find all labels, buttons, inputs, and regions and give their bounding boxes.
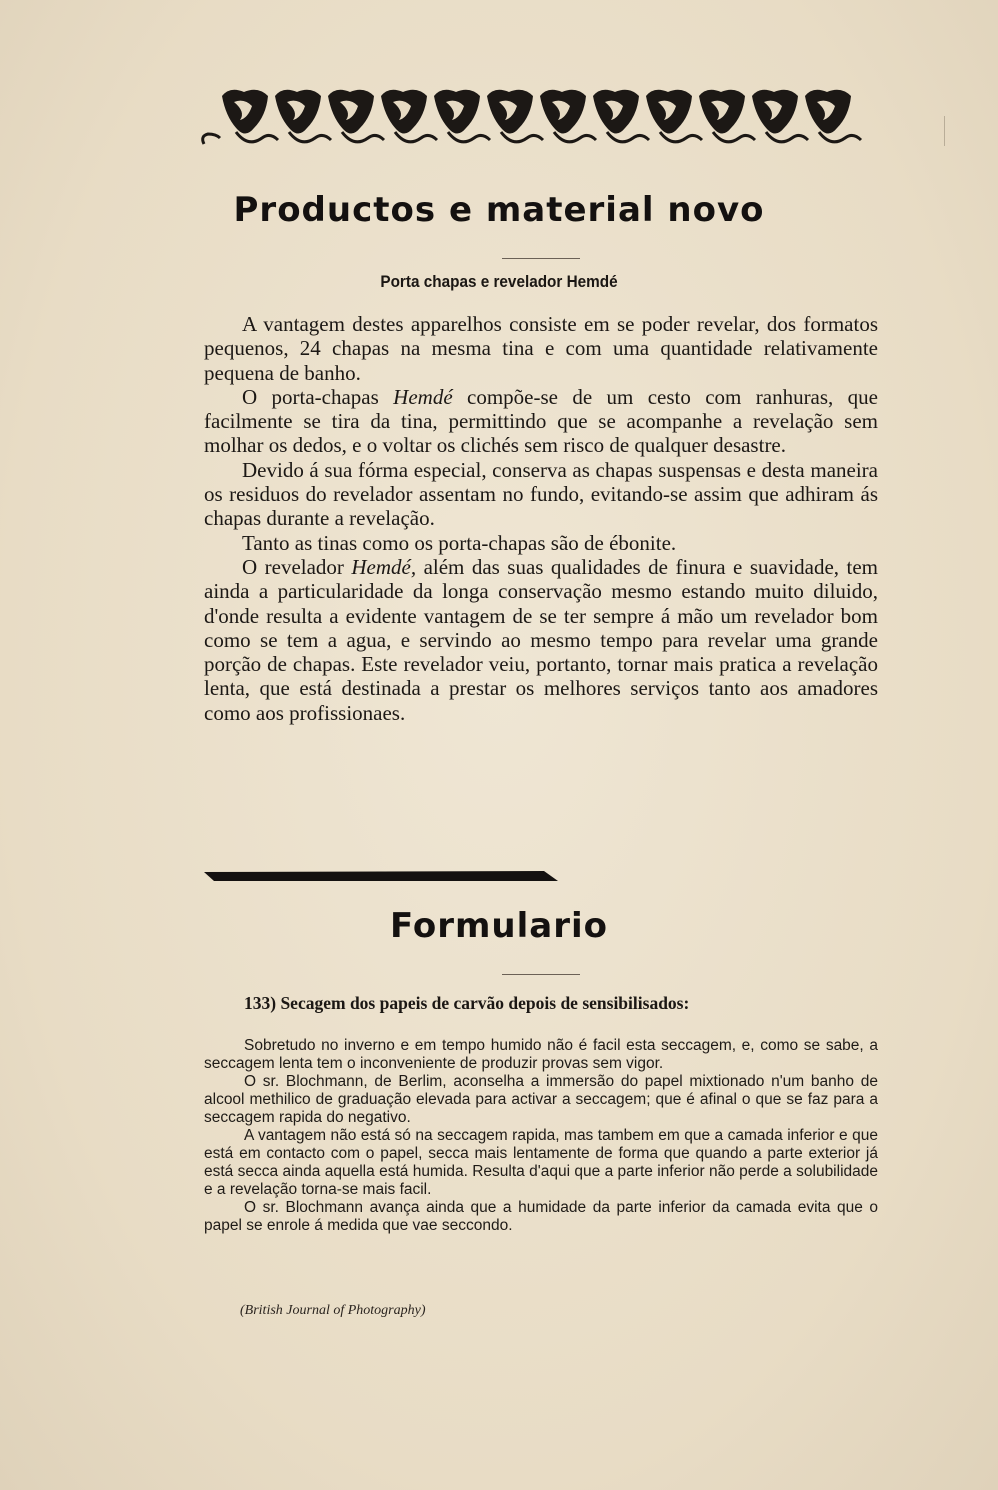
vine-start-curl — [203, 134, 220, 144]
vine-curl — [501, 132, 543, 142]
section-title-formulario: Formulario — [390, 906, 608, 946]
formula-paragraph: Sobretudo no inverno e em tempo humido não é facil esta seccagem, e, como se sabe, a seccagem lenta tem o inconveniente de produzir provas sem vigor. — [204, 1037, 878, 1072]
section-divider — [204, 870, 558, 882]
edge-mark — [944, 116, 945, 146]
title-underline-2 — [502, 974, 580, 975]
vine-curl — [448, 132, 490, 142]
vine-curl — [395, 132, 437, 142]
source-citation: (British Journal of Photography) — [240, 1303, 426, 1318]
vine-curl — [342, 132, 384, 142]
article-body — [204, 312, 878, 725]
leaf-border-ornament — [200, 82, 890, 160]
vine-curl — [236, 132, 278, 142]
vine-curl — [660, 132, 702, 142]
paragraph-text: A vantagem destes apparelhos consiste em se poder revelar, dos formatos pequenos, 24 chapas na mesma tina e com uma quantidade relativamente pequena de banho. — [204, 312, 878, 385]
vine-curl — [713, 132, 755, 142]
paragraph-text: Devido á sua fórma especial, conserva as chapas suspensas e desta maneira os residuos do revelador assentam no fundo, evitando-se assim que adhiram ás chapas durante a revelação. — [204, 457, 878, 531]
vine-curl — [819, 132, 861, 142]
product-name-italic: Hemdé, — [351, 554, 417, 579]
vine-curl — [766, 132, 808, 142]
product-name-italic: Hemdé — [393, 384, 453, 409]
vine-curl — [607, 132, 649, 142]
paragraph-text: Tanto as tinas como os porta-chapas são de ébonite. — [242, 530, 677, 555]
formula-paragraph: O sr. Blochmann avança ainda que a humidade da parte inferior da camada evita que o papel se enrole á medida que vae seccondo. — [204, 1199, 878, 1234]
paragraph-text: além das suas qualidades de finura e suavidade, tem ainda a particularidade da longa conservação mesmo estando muito diluido, d'onde resulta a evidente vantagem de se ter sempre á mão um revelador bom como se tem a agua, e servindo ao mesmo tempo para revelar uma grande porção de chapas. Este revelador veiu, portanto, tornar mais pratica a revelação lenta, que está destinada a prestar os melhores serviços tanto aos amadores como aos profissionaes. — [204, 554, 879, 725]
formula-heading: 133) Secagem dos papeis de carvão depois de sensibilisados: — [244, 993, 690, 1013]
paragraph-text: O revelador — [242, 554, 352, 579]
title-underline — [502, 258, 580, 259]
article-paragraph — [204, 458, 878, 531]
vine-curl — [554, 132, 596, 142]
article-paragraph — [204, 531, 878, 555]
section-title-productos: Productos e material novo — [233, 190, 765, 230]
article-paragraph — [204, 555, 878, 725]
article-paragraph — [204, 385, 878, 458]
paragraph-text: O porta-chapas — [242, 384, 394, 409]
article-subtitle: Porta chapas e revelador Hemdé — [380, 272, 618, 291]
vine-curl — [289, 132, 331, 142]
paragraph-text: compõe-se de um cesto com ranhuras, que facilmente se tira da tina, permittindo que se acompanhe a revelação sem molhar os dedos, e o voltar os clichés sem risco de qualquer desastre. — [204, 384, 878, 458]
formula-body — [204, 1037, 878, 1235]
formula-paragraph: A vantagem não está só na seccagem rapida, mas tambem em que a camada inferior e que está em contacto com o papel, secca mais lentamente de forma que quando a parte exterior já está secca ainda aquella está humida. Resulta d'aqui que a parte inferior não perde a solubilidade e a revelação torna-se mais facil. — [204, 1127, 878, 1198]
article-paragraph — [204, 312, 878, 385]
formula-paragraph: O sr. Blochmann, de Berlim, aconselha a immersão do papel mixtionado n'um banho de alcool methilico de graduação elevada para activar a seccagem; que é afinal o que se faz para a seccagem rapida do negativo. — [204, 1073, 878, 1126]
